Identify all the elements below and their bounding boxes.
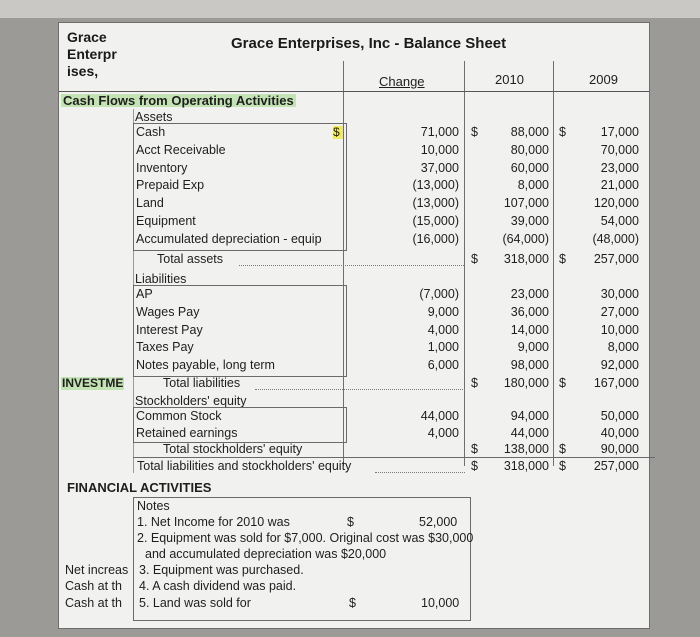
total-assets-2010: 318,000 bbox=[503, 252, 549, 266]
section-investing: INVESTME bbox=[62, 376, 124, 390]
liability-row-label: Taxes Pay bbox=[136, 340, 194, 355]
note-5-value: 10,000 bbox=[421, 596, 460, 610]
company-short-line-3: ises, bbox=[67, 63, 99, 79]
total-assets-2009-dollar: $ bbox=[559, 252, 566, 266]
equity-row-2009: 50,000 bbox=[600, 409, 639, 423]
header-divider bbox=[59, 91, 649, 92]
total-equity-2010-dollar: $ bbox=[471, 442, 478, 456]
total-liabilities-2010-dollar: $ bbox=[471, 376, 478, 390]
asset-row-label: Cash bbox=[136, 125, 166, 139]
note-4: 4. A cash dividend was paid. bbox=[139, 579, 297, 593]
liability-row-label: Wages Pay bbox=[136, 304, 200, 319]
company-short-line-2: Enterpr bbox=[67, 46, 117, 62]
note-5-text: 5. Land was sold for bbox=[139, 596, 251, 610]
asset-row-2009: 21,000 bbox=[600, 178, 639, 193]
cash-change-dollar: $ bbox=[333, 126, 343, 139]
liability-row-2010: 98,000 bbox=[510, 358, 549, 373]
total-liabilities-2010: 180,000 bbox=[503, 376, 549, 390]
equity-row-change: 44,000 bbox=[420, 409, 459, 423]
asset-row-2009: 120,000 bbox=[593, 196, 639, 211]
dot-leader bbox=[239, 265, 464, 267]
asset-row-2010: 80,000 bbox=[510, 142, 549, 157]
liability-row-change: 1,000 bbox=[427, 340, 459, 355]
asset-row-change: 10,000 bbox=[420, 142, 459, 157]
total-equity-2009-dollar: $ bbox=[559, 442, 566, 456]
grand-total-2010-dollar: $ bbox=[471, 459, 478, 473]
liability-row-label: Interest Pay bbox=[136, 322, 203, 337]
liability-row-2009: 30,000 bbox=[600, 287, 639, 301]
note-1-value: 52,000 bbox=[419, 515, 458, 529]
equity-row-change: 4,000 bbox=[427, 426, 459, 440]
asset-row-2010: 39,000 bbox=[510, 214, 549, 228]
liability-row-2010: 9,000 bbox=[517, 340, 549, 355]
asset-row-2009: 54,000 bbox=[600, 214, 639, 228]
side-label-cash-at-2: Cash at th bbox=[65, 596, 122, 610]
asset-row-2010: 107,000 bbox=[503, 196, 549, 211]
equity-row-label: Retained earnings bbox=[136, 426, 238, 440]
section-financing: FINANCIAL ACTIVITIES bbox=[67, 480, 212, 495]
asset-row-2009: (48,000) bbox=[592, 231, 639, 246]
liability-row-2009: 10,000 bbox=[600, 322, 639, 337]
liability-row-change: 6,000 bbox=[427, 358, 459, 373]
grid-line bbox=[343, 61, 344, 466]
asset-row-change: 37,000 bbox=[420, 160, 459, 175]
total-liabilities-2009-dollar: $ bbox=[559, 376, 566, 390]
grand-total-rule bbox=[133, 457, 655, 458]
asset-row-2009: 70,000 bbox=[600, 142, 639, 157]
assets-heading: Assets bbox=[135, 110, 173, 124]
grand-total-2010: 318,000 bbox=[503, 459, 549, 473]
liability-row-2009: 8,000 bbox=[607, 340, 639, 355]
spreadsheet-sheet bbox=[58, 22, 650, 629]
asset-row-2009-dollar: $ bbox=[559, 125, 566, 139]
side-label-cash-at-1: Cash at th bbox=[65, 579, 122, 593]
equity-row-2010: 94,000 bbox=[510, 409, 549, 423]
asset-row-label: Land bbox=[136, 196, 164, 211]
asset-row-2009: 17,000 bbox=[600, 125, 639, 139]
total-liabilities-label: Total liabilities bbox=[163, 376, 241, 390]
total-assets-label: Total assets bbox=[157, 252, 224, 266]
asset-row-2010: 88,000 bbox=[510, 125, 549, 139]
note-1-text: 1. Net Income for 2010 was bbox=[137, 515, 290, 529]
liability-row-2009: 92,000 bbox=[600, 358, 639, 373]
equity-heading: Stockholders' equity bbox=[135, 394, 247, 408]
asset-row-label: Acct Receivable bbox=[136, 142, 226, 157]
liability-row-change: 4,000 bbox=[427, 322, 459, 337]
grand-total-label: Total liabilities and stockholders' equity bbox=[137, 459, 352, 473]
liability-row-2009: 27,000 bbox=[600, 304, 639, 319]
col-header-2009: 2009 bbox=[589, 72, 618, 87]
note-1-dollar: $ bbox=[347, 515, 354, 529]
grand-total-2009-dollar: $ bbox=[559, 459, 566, 473]
grid-line bbox=[464, 61, 465, 466]
company-short-name bbox=[67, 29, 117, 80]
liability-row-2010: 23,000 bbox=[510, 287, 549, 301]
equity-row-2009: 40,000 bbox=[600, 426, 639, 440]
total-equity-label: Total stockholders' equity bbox=[163, 442, 303, 456]
asset-row-change: 71,000 bbox=[420, 125, 459, 139]
note-2-line-1: 2. Equipment was sold for $7,000. Original cost was $30,000 bbox=[137, 531, 474, 545]
asset-row-change: (13,000) bbox=[412, 178, 459, 193]
notes-heading: Notes bbox=[137, 499, 170, 513]
section-operating-activities: Cash Flows from Operating Activities bbox=[63, 93, 294, 108]
note-5-dollar: $ bbox=[349, 596, 356, 610]
asset-row-2010-dollar: $ bbox=[471, 125, 478, 139]
company-short-line-1: Grace bbox=[67, 29, 107, 45]
sheet-title: Grace Enterprises, Inc - Balance Sheet bbox=[231, 35, 507, 52]
asset-row-2009: 23,000 bbox=[600, 160, 639, 175]
asset-row-change: (15,000) bbox=[412, 214, 459, 228]
side-label-net-increase: Net increas bbox=[65, 563, 129, 577]
asset-row-label: Accumulated depreciation - equip bbox=[136, 231, 322, 246]
liability-row-2010: 14,000 bbox=[510, 322, 549, 337]
asset-row-2010: 60,000 bbox=[510, 160, 549, 175]
total-liabilities-2009: 167,000 bbox=[593, 376, 639, 390]
col-header-2010: 2010 bbox=[495, 72, 524, 87]
liability-row-label: AP bbox=[136, 287, 153, 301]
asset-row-2010: (64,000) bbox=[502, 231, 549, 246]
asset-row-change: (13,000) bbox=[412, 196, 459, 211]
col-header-change: Change bbox=[379, 74, 425, 89]
asset-row-change: (16,000) bbox=[412, 231, 459, 246]
total-assets-2010-dollar: $ bbox=[471, 252, 478, 266]
total-assets-2009: 257,000 bbox=[593, 252, 639, 266]
note-3: 3. Equipment was purchased. bbox=[139, 563, 304, 577]
total-equity-2010: 138,000 bbox=[503, 442, 549, 456]
asset-row-2010: 8,000 bbox=[517, 178, 549, 193]
asset-row-label: Prepaid Exp bbox=[136, 178, 205, 193]
liability-row-label: Notes payable, long term bbox=[136, 358, 275, 373]
note-2-line-2: and accumulated depreciation was $20,000 bbox=[145, 547, 387, 561]
dot-leader bbox=[255, 389, 465, 391]
equity-row-2010: 44,000 bbox=[510, 426, 549, 440]
photo-background-top bbox=[0, 0, 700, 18]
asset-row-label: Inventory bbox=[136, 160, 188, 175]
asset-row-label: Equipment bbox=[136, 214, 196, 228]
dot-leader bbox=[375, 472, 465, 474]
total-equity-2009: 90,000 bbox=[600, 442, 639, 456]
grid-line bbox=[553, 61, 554, 466]
liability-row-2010: 36,000 bbox=[510, 304, 549, 319]
liabilities-heading: Liabilities bbox=[135, 272, 187, 286]
grand-total-2009: 257,000 bbox=[593, 459, 639, 473]
liability-row-change: (7,000) bbox=[419, 287, 459, 301]
equity-row-label: Common Stock bbox=[136, 409, 222, 423]
liability-row-change: 9,000 bbox=[427, 304, 459, 319]
